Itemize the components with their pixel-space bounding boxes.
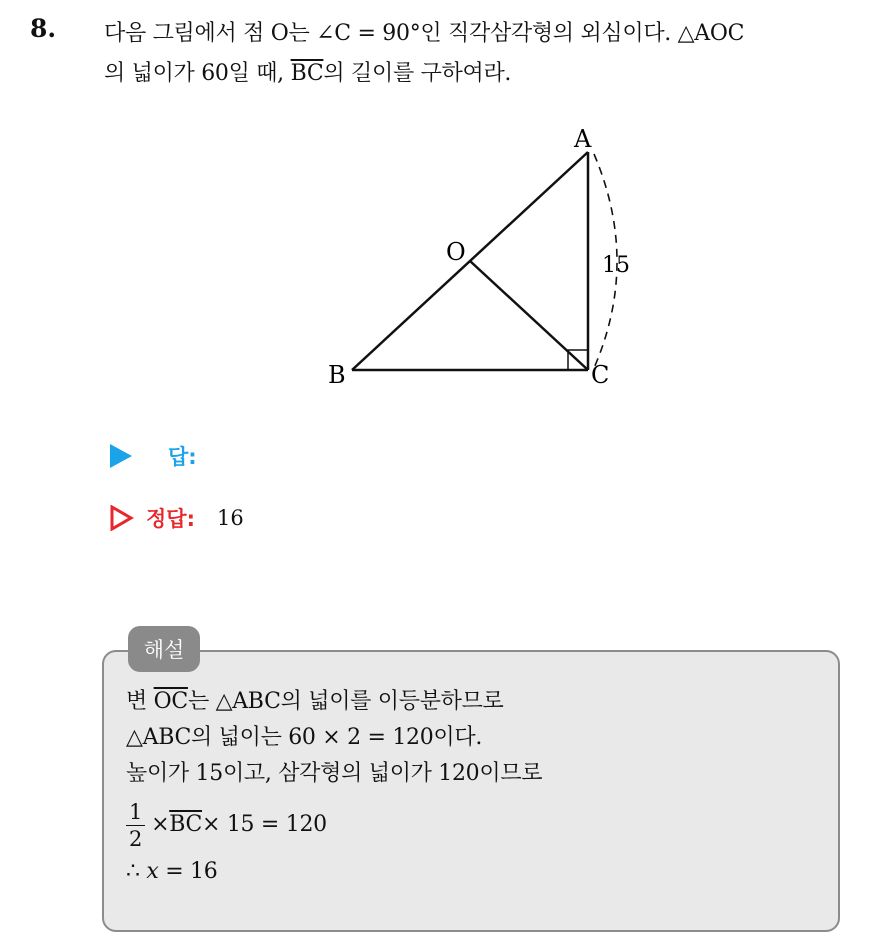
filled-triangle-icon (110, 444, 132, 468)
correct-answer-label: 정답: (146, 507, 195, 531)
solution-line-1-pre: 변 (126, 689, 154, 714)
answer-label: 답: (168, 445, 197, 469)
question-line-2-pre: 의 넓이가 60일 때, (104, 61, 291, 86)
variable-x: x (146, 859, 159, 884)
solution-text (126, 684, 826, 890)
therefore-symbol: ∴ (126, 859, 147, 884)
label-o: O (446, 238, 466, 266)
solution-line-3: 높이가 15이고, 삼각형의 넓이가 120이므로 (126, 761, 543, 786)
solution-line-1-post: 는 △ABC의 넓이를 이등분하므로 (187, 689, 504, 714)
segment-bc: $\overline{BC}$ (290, 61, 324, 86)
fraction-one-half (126, 799, 145, 852)
question-number: 8. (30, 14, 57, 43)
segment-oc-label: $\overline{OC}$ (153, 689, 188, 714)
solution-line-2: △ABC의 넓이는 60 × 2 = 120이다. (126, 725, 483, 750)
outline-triangle-icon (110, 505, 134, 531)
fraction-denominator: 2 (129, 826, 143, 851)
segment-oc (470, 261, 588, 370)
solution-line-4-a: × (151, 812, 170, 837)
label-a: A (574, 125, 592, 153)
solution-line-5 (126, 854, 826, 890)
question-line-1: 다음 그림에서 점 O는 ∠C = 90°인 직각삼각형의 외심이다. △AOC (104, 21, 745, 46)
triangle-figure (0, 0, 884, 420)
solution-tab: 해설 (128, 626, 200, 672)
label-length: 15 (602, 253, 630, 278)
solution-line-4-b: × 15 = 120 (202, 812, 327, 837)
solution-line-1 (126, 684, 826, 720)
question-line-2-post: 의 길이를 구하여라. (323, 61, 512, 86)
correct-answer-row (110, 503, 244, 533)
label-c: C (591, 361, 610, 389)
fraction-numerator: 1 (126, 799, 145, 826)
segment-bc-label: $\overline{BC}$ (169, 812, 203, 837)
solution-line-4 (126, 796, 826, 854)
solution-line-5-rest: = 16 (158, 859, 218, 884)
correct-answer-value: 16 (216, 506, 244, 530)
answer-row (110, 441, 197, 471)
label-b: B (328, 361, 346, 389)
